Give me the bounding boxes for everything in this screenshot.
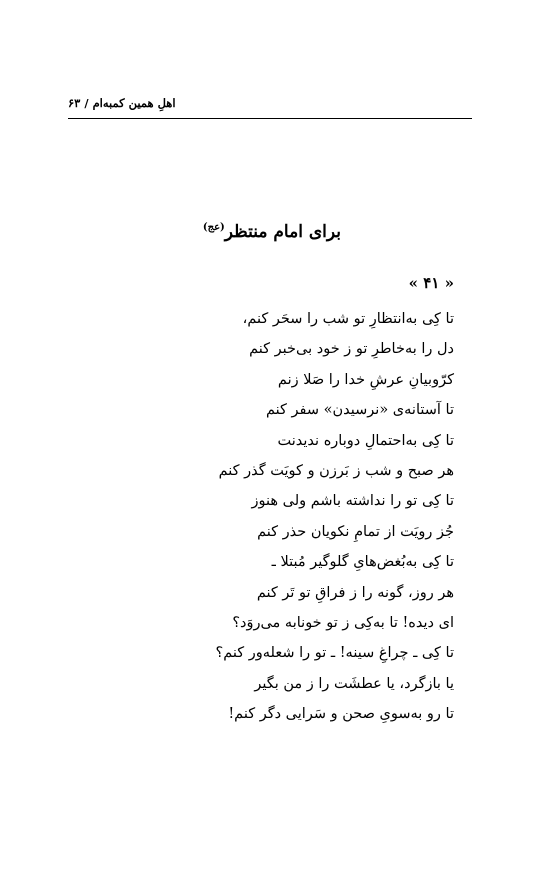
verse-line: تا کِی به‌احتمالِ دوباره ندیدنت — [277, 432, 454, 449]
verse-line: هر صبح و شب ز بَرزن و کویَت گذر کنم — [218, 462, 454, 479]
verse-line: جُز رویَت از تمامِ نکویان حذر کنم — [257, 523, 454, 540]
verse-line: تا کِی ـ چراغِ سینه! ـ تو را شعله‌ور کنم؟ — [215, 645, 454, 662]
verse-line: تا کِی تو را نداشته باشم ولی هنوز — [251, 493, 454, 510]
verse-line: کرّوبیانِ عرشِ خدا را صَلا زنم — [277, 371, 454, 388]
poem-title-honorific: (عج) — [202, 222, 225, 233]
poem-number: « ۴۱ » — [408, 274, 454, 292]
poem-title-text: برای امام منتظر — [224, 222, 341, 242]
page-header — [68, 94, 472, 119]
verse-line: تا آستانه‌ی «نرسیدن» سفر کنم — [266, 402, 454, 419]
verse-line: تا کِی به‌انتظارِ تو شب را سحَر کنم، — [242, 311, 454, 327]
verse-line: یا بازگرد، یا عطشَت را ز من بگیر — [254, 675, 454, 692]
verse-line: تا کِی به‌بُغض‌هایِ گلوگیر مُبتلا ـ — [271, 554, 454, 571]
verse-line: ای دیده! تا به‌کِی ز تو خونابه می‌روَد؟ — [232, 614, 454, 631]
running-head: اهلِ همین کمبه‌ام / ۶۳ — [68, 96, 176, 110]
verse-line: دل را به‌خاطرِ تو ز خود بی‌خبر کنم — [249, 341, 454, 358]
verse-line: تا رو به‌سویِ صحن و سَرایی دگر کنم! — [228, 706, 454, 723]
verse-line: هر روز، گونه را ز فراقِ تو تَر کنم — [256, 584, 454, 601]
poem-title — [203, 222, 341, 242]
poem-verses — [154, 304, 454, 729]
